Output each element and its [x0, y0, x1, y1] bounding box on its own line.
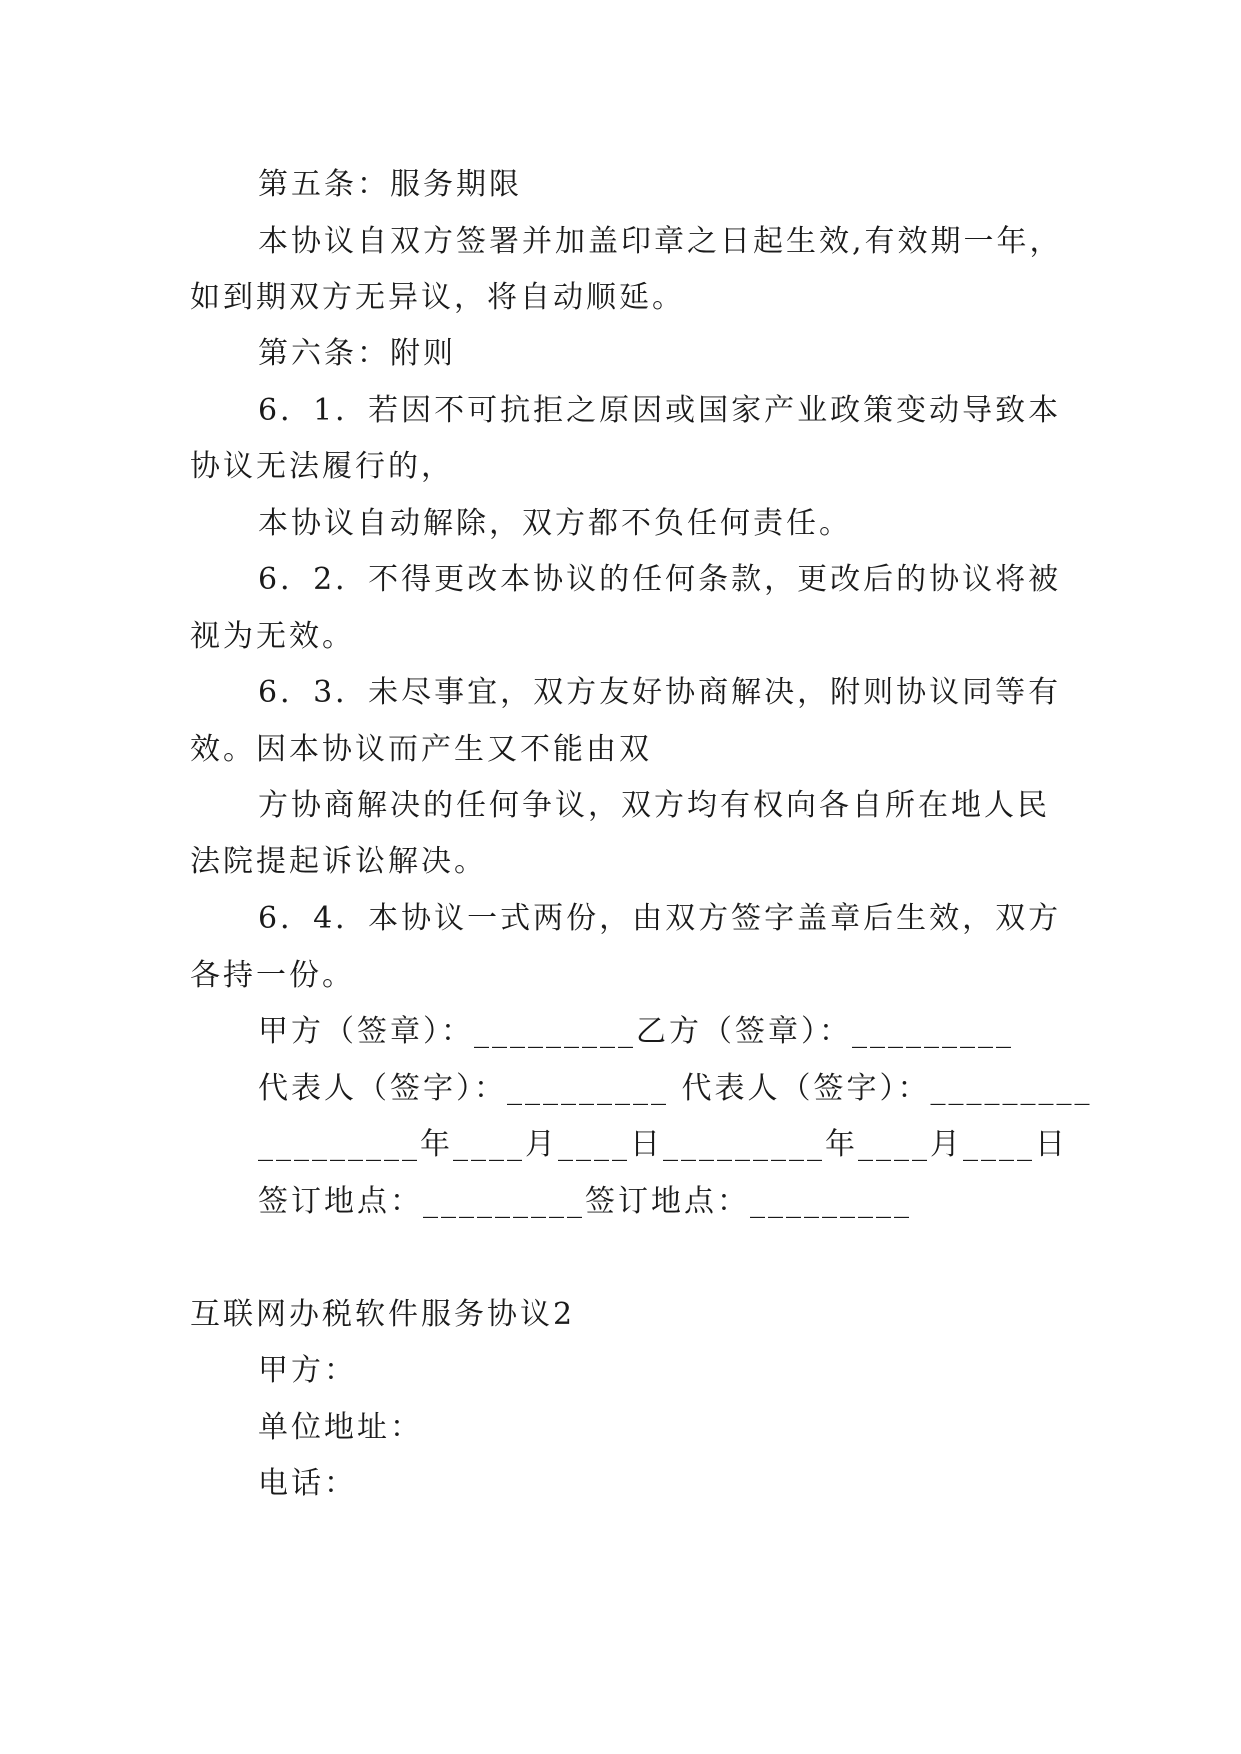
article-5-text-line: 本协议自双方签署并加盖印章之日起生效,有效期一年， — [258, 224, 1063, 259]
clause-6-3-line: 6．3．未尽事宜，双方友好协商解决，附则协议同等有 — [258, 675, 1062, 710]
address-label: 单位地址： — [258, 1410, 423, 1445]
clause-6-3-line: 法院提起诉讼解决。 — [190, 844, 487, 879]
clause-6-1-line: 本协议自动解除，双方都不负任何责任。 — [258, 506, 852, 541]
signature-line-place: 签订地点：_________签订地点：_________ — [258, 1184, 912, 1219]
article-5-text-line: 如到期双方无异议，将自动顺延。 — [190, 280, 685, 315]
clause-6-3-line: 效。因本协议而产生又不能由双 — [190, 732, 652, 767]
clause-6-4-line: 各持一份。 — [190, 958, 355, 993]
clause-6-3-line: 方协商解决的任何争议，双方均有权向各自所在地人民 — [258, 788, 1050, 823]
article-6-heading: 第六条：附则 — [258, 336, 456, 371]
phone-label: 电话： — [258, 1466, 357, 1501]
clause-6-2-line: 6．2．不得更改本协议的任何条款，更改后的协议将被 — [258, 562, 1062, 597]
second-agreement-title: 互联网办税软件服务协议2 — [190, 1297, 576, 1332]
clause-6-1-line: 6．1．若因不可抗拒之原因或国家产业政策变动导致本 — [258, 393, 1062, 428]
signature-line-seal: 甲方（签章）：_________乙方（签章）：_________ — [258, 1014, 1014, 1049]
clause-6-2-line: 视为无效。 — [190, 619, 355, 654]
signature-line-representative: 代表人（签字）：_________ 代表人（签字）：_________ — [258, 1071, 1093, 1106]
article-5-heading: 第五条：服务期限 — [258, 167, 522, 202]
clause-6-1-line: 协议无法履行的， — [190, 449, 454, 484]
party-a-label: 甲方： — [258, 1353, 357, 1388]
signature-line-date: _________年____月____日_________年____月____日 — [258, 1127, 1068, 1162]
clause-6-4-line: 6．4．本协议一式两份，由双方签字盖章后生效，双方 — [258, 901, 1062, 936]
